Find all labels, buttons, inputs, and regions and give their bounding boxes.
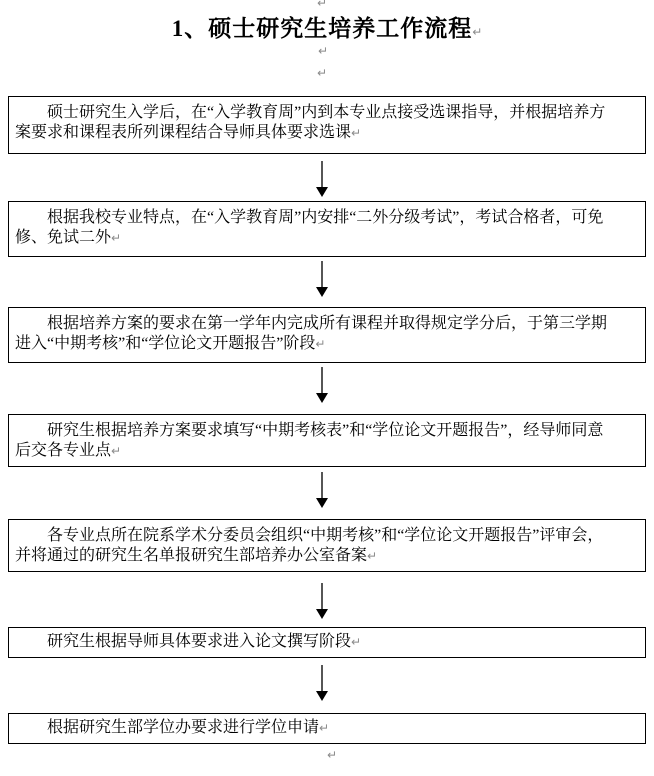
flow-step-3	[8, 307, 646, 363]
page-title-text: 1、硕士研究生培养工作流程	[171, 16, 473, 41]
paragraph-mark: ↵	[351, 635, 362, 649]
arrow-head-icon	[316, 498, 328, 508]
paragraph-mark: ↵	[317, 0, 328, 10]
flow-arrow-down-3	[316, 367, 328, 403]
arrow-line	[321, 583, 323, 609]
arrow-line	[321, 161, 323, 187]
paragraph-mark: ↵	[367, 549, 378, 563]
arrow-head-icon	[316, 287, 328, 297]
flow-step-3-text: 根据培养方案的要求在第一学年内完成所有课程并取得规定学分后，于第三学期进入“中期考核”和“学位论文开题报告”阶段	[15, 315, 608, 352]
flow-step-2	[8, 201, 646, 257]
arrow-line	[321, 261, 323, 287]
paragraph-mark: ↵	[318, 44, 329, 58]
arrow-head-icon	[316, 691, 328, 701]
arrow-head-icon	[316, 187, 328, 197]
flow-step-4	[8, 414, 646, 467]
flow-step-4-text: 研究生根据培养方案要求填写“中期考核表”和“学位论文开题报告”，经导师同意后交各专业点	[15, 422, 604, 459]
paragraph-mark: ↵	[315, 337, 326, 351]
flow-step-7	[8, 713, 646, 744]
page-title	[0, 10, 654, 43]
paragraph-mark: ↵	[111, 444, 122, 458]
paragraph-mark: ↵	[319, 721, 330, 735]
flow-arrow-down-5	[316, 583, 328, 619]
flow-arrow-down-4	[316, 472, 328, 508]
flow-arrow-down-2	[316, 261, 328, 297]
arrow-head-icon	[316, 609, 328, 619]
paragraph-mark: ↵	[351, 126, 362, 140]
paragraph-mark: ↵	[111, 231, 122, 245]
flow-step-2-text: 根据我校专业特点，在“入学教育周”内安排“二外分级考试”，考试合格者，可免修、免试二外	[15, 209, 604, 246]
arrow-line	[321, 665, 323, 691]
arrow-line	[321, 472, 323, 498]
flow-step-6-text: 研究生根据导师具体要求进入论文撰写阶段	[47, 633, 352, 650]
flow-step-1-text: 硕士研究生入学后，在“入学教育周”内到本专业点接受选课指导，并根据培养方案要求和课程表所列课程结合导师具体要求选课	[15, 104, 606, 141]
flow-step-7-text: 根据研究生部学位办要求进行学位申请	[47, 719, 320, 736]
paragraph-mark: ↵	[317, 66, 328, 80]
flow-step-5-text: 各专业点所在院系学术分委员会组织“中期考核”和“学位论文开题报告”评审会，并将通过的研究生名单报研究生部培养办公室备案	[15, 527, 604, 564]
flow-step-1	[8, 96, 646, 154]
arrow-head-icon	[316, 393, 328, 403]
flow-step-5	[8, 519, 646, 572]
arrow-line	[321, 367, 323, 393]
paragraph-mark: ↵	[327, 748, 338, 762]
paragraph-mark: ↵	[472, 25, 483, 39]
flow-arrow-down-1	[316, 161, 328, 197]
flow-step-6	[8, 627, 646, 658]
flow-arrow-down-6	[316, 665, 328, 701]
